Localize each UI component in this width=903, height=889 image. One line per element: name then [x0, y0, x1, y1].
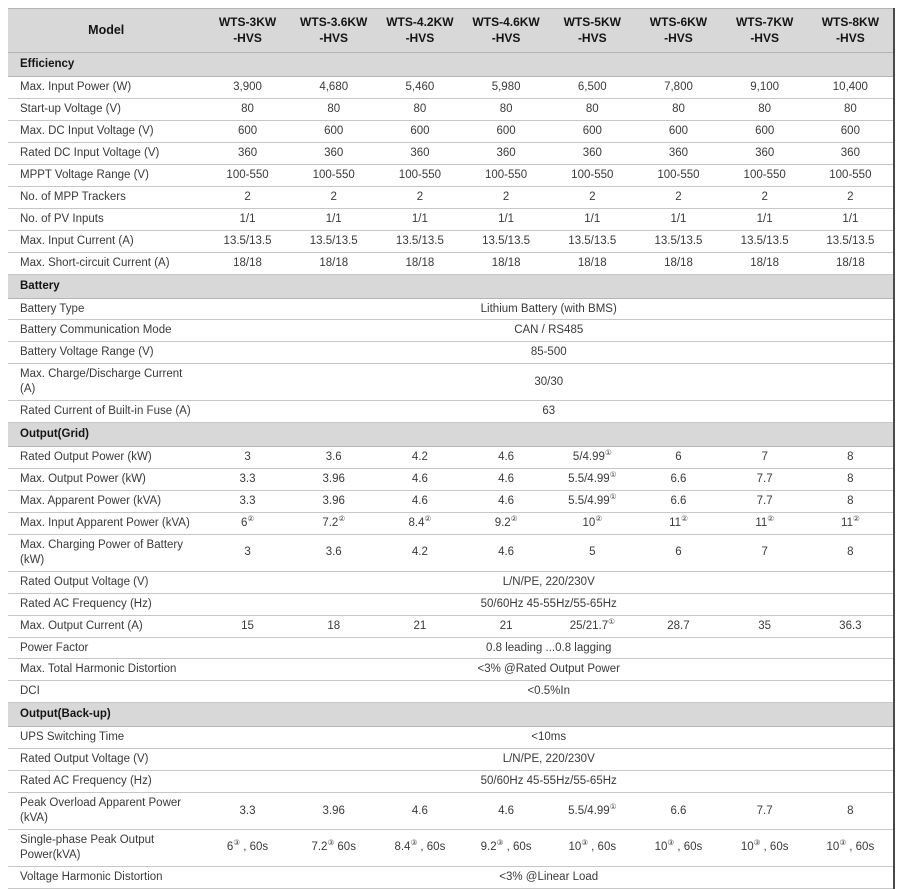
- spec-value-cell: 2: [377, 186, 463, 208]
- footnote-marker: ③: [410, 838, 418, 848]
- spec-value-cell: 80: [808, 99, 894, 121]
- model-column-header: WTS-5KW -HVS: [549, 9, 635, 53]
- spec-value-cell: 4.6: [377, 469, 463, 491]
- spec-value-cell: 5/4.99①: [549, 447, 635, 469]
- spec-row-span-value: Lithium Battery (with BMS): [204, 298, 894, 320]
- spec-value-cell: 3.96: [291, 469, 377, 491]
- spec-value-cell: 5.5/4.99①: [549, 793, 635, 830]
- spec-value-cell: 80: [722, 99, 808, 121]
- spec-row-label: Max. Charge/Discharge Current (A): [8, 364, 204, 401]
- spec-value-cell: 9.2②: [463, 512, 549, 534]
- spec-table-body: [8, 53, 894, 889]
- spec-value-cell: 10③ , 60s: [808, 829, 894, 866]
- spec-value-cell: 2: [291, 186, 377, 208]
- spec-row: [8, 490, 894, 512]
- spec-value-cell: 1/1: [722, 208, 808, 230]
- spec-row: [8, 727, 894, 749]
- spec-value-cell: 600: [808, 121, 894, 143]
- section-header-row: [8, 423, 894, 447]
- spec-value-cell: 4.6: [463, 469, 549, 491]
- spec-row: [8, 121, 894, 143]
- footnote-marker: ①: [609, 470, 617, 480]
- spec-value-cell: 1/1: [549, 208, 635, 230]
- spec-row: [8, 77, 894, 99]
- spec-value-cell: 4.6: [463, 490, 549, 512]
- spec-row-span-value: 63: [204, 401, 894, 423]
- spec-row-span-value: 50/60Hz 45-55Hz/55-65Hz: [204, 771, 894, 793]
- spec-value-cell: 13.5/13.5: [377, 230, 463, 252]
- spec-value-cell: 5.5/4.99①: [549, 469, 635, 491]
- spec-value-cell: 6,500: [549, 77, 635, 99]
- spec-row-span-value: 50/60Hz 45-55Hz/55-65Hz: [204, 593, 894, 615]
- spec-value-cell: 2: [722, 186, 808, 208]
- spec-value-cell: 10②: [549, 512, 635, 534]
- spec-value-cell: 3.96: [291, 793, 377, 830]
- spec-row-span-value: CAN / RS485: [204, 320, 894, 342]
- spec-row-label: Rated Output Voltage (V): [8, 571, 204, 593]
- spec-row-label: Rated AC Frequency (Hz): [8, 593, 204, 615]
- spec-row: [8, 771, 894, 793]
- spec-value-cell: 100-550: [204, 164, 290, 186]
- spec-value-cell: 7.2③ 60s: [291, 829, 377, 866]
- spec-value-cell: 100-550: [722, 164, 808, 186]
- spec-value-cell: 80: [291, 99, 377, 121]
- spec-value-cell: 3: [204, 534, 290, 571]
- spec-value-cell: 5,460: [377, 77, 463, 99]
- spec-value-cell: 360: [549, 142, 635, 164]
- spec-row-label: Max. Input Power (W): [8, 77, 204, 99]
- spec-row-label: Peak Overload Apparent Power (kVA): [8, 793, 204, 830]
- spec-row: [8, 342, 894, 364]
- spec-value-cell: 4.6: [463, 447, 549, 469]
- spec-value-cell: 600: [377, 121, 463, 143]
- spec-row-label: Rated Current of Built-in Fuse (A): [8, 401, 204, 423]
- spec-value-cell: 13.5/13.5: [635, 230, 721, 252]
- spec-value-cell: 15: [204, 615, 290, 637]
- spec-value-cell: 18/18: [635, 252, 721, 274]
- spec-value-cell: 360: [808, 142, 894, 164]
- spec-row: [8, 230, 894, 252]
- section-header-row: [8, 274, 894, 298]
- spec-value-cell: 10,400: [808, 77, 894, 99]
- footnote-marker: ①: [604, 448, 612, 458]
- model-column-header: WTS-3KW -HVS: [204, 9, 290, 53]
- spec-value-cell: 8.4③ , 60s: [377, 829, 463, 866]
- spec-value-cell: 80: [549, 99, 635, 121]
- spec-row-label: Max. Total Harmonic Distortion: [8, 659, 204, 681]
- spec-value-cell: 28.7: [635, 615, 721, 637]
- spec-row: [8, 447, 894, 469]
- spec-row-label: No. of PV Inputs: [8, 208, 204, 230]
- model-column-header: WTS-8KW -HVS: [808, 9, 894, 53]
- spec-row: [8, 749, 894, 771]
- section-title: Output(Grid): [8, 423, 894, 447]
- spec-value-cell: 600: [463, 121, 549, 143]
- section-title: Battery: [8, 274, 894, 298]
- model-column-header: WTS-3.6KW -HVS: [291, 9, 377, 53]
- spec-row: [8, 571, 894, 593]
- spec-row-span-value: 30/30: [204, 364, 894, 401]
- footnote-marker: ①: [608, 616, 615, 626]
- spec-value-cell: 360: [722, 142, 808, 164]
- footnote-marker: ③: [753, 838, 761, 848]
- spec-value-cell: 9,100: [722, 77, 808, 99]
- footnote-marker: ③: [667, 838, 675, 848]
- footnote-marker: ②: [338, 514, 346, 524]
- spec-value-cell: 11②: [808, 512, 894, 534]
- spec-value-cell: 100-550: [808, 164, 894, 186]
- spec-row-label: Max. Input Current (A): [8, 230, 204, 252]
- spec-value-cell: 18/18: [549, 252, 635, 274]
- section-header-row: [8, 703, 894, 727]
- spec-value-cell: 21: [377, 615, 463, 637]
- spec-value-cell: 25/21.7①: [549, 615, 635, 637]
- spec-row: [8, 659, 894, 681]
- model-column-header: WTS-4.6KW -HVS: [463, 9, 549, 53]
- spec-value-cell: 1/1: [377, 208, 463, 230]
- spec-row: [8, 534, 894, 571]
- spec-row-span-value: 85-500: [204, 342, 894, 364]
- spec-row: [8, 637, 894, 659]
- spec-value-cell: 2: [808, 186, 894, 208]
- spec-value-cell: 100-550: [635, 164, 721, 186]
- footnote-marker: ②: [767, 514, 774, 524]
- spec-row-span-value: <0.5%In: [204, 681, 894, 703]
- spec-value-cell: 13.5/13.5: [722, 230, 808, 252]
- spec-value-cell: 8.4②: [377, 512, 463, 534]
- spec-value-cell: 4.6: [463, 534, 549, 571]
- spec-value-cell: 6②: [204, 512, 290, 534]
- spec-row: [8, 164, 894, 186]
- section-title: Output(Back-up): [8, 703, 894, 727]
- spec-row: [8, 364, 894, 401]
- spec-value-cell: 4.6: [377, 490, 463, 512]
- model-column-header: WTS-6KW -HVS: [635, 9, 721, 53]
- spec-value-cell: 3.3: [204, 469, 290, 491]
- spec-row-label: Max. Output Current (A): [8, 615, 204, 637]
- spec-value-cell: 13.5/13.5: [291, 230, 377, 252]
- spec-row-span-value: <3% @Linear Load: [204, 866, 894, 888]
- spec-value-cell: 2: [635, 186, 721, 208]
- spec-value-cell: 18/18: [722, 252, 808, 274]
- spec-value-cell: 6.6: [635, 469, 721, 491]
- spec-row-label: Max. Short-circuit Current (A): [8, 252, 204, 274]
- spec-value-cell: 7.2②: [291, 512, 377, 534]
- spec-value-cell: 36.3: [808, 615, 894, 637]
- spec-value-cell: 80: [377, 99, 463, 121]
- spec-value-cell: 13.5/13.5: [204, 230, 290, 252]
- spec-row: [8, 142, 894, 164]
- spec-table-head: [8, 9, 894, 53]
- spec-row-label: Max. Charging Power of Battery (kW): [8, 534, 204, 571]
- spec-value-cell: 3.96: [291, 490, 377, 512]
- spec-row: [8, 320, 894, 342]
- spec-value-cell: 7,800: [635, 77, 721, 99]
- spec-row: [8, 208, 894, 230]
- model-column-header: WTS-7KW -HVS: [722, 9, 808, 53]
- spec-value-cell: 360: [377, 142, 463, 164]
- spec-value-cell: 360: [204, 142, 290, 164]
- spec-row: [8, 186, 894, 208]
- spec-value-cell: 2: [549, 186, 635, 208]
- spec-value-cell: 18/18: [808, 252, 894, 274]
- spec-value-cell: 1/1: [463, 208, 549, 230]
- spec-row-label: Rated AC Frequency (Hz): [8, 771, 204, 793]
- spec-value-cell: 100-550: [377, 164, 463, 186]
- spec-row-label: Battery Type: [8, 298, 204, 320]
- spec-value-cell: 11②: [722, 512, 808, 534]
- spec-value-cell: 18/18: [463, 252, 549, 274]
- spec-row: [8, 99, 894, 121]
- spec-value-cell: 11②: [635, 512, 721, 534]
- spec-value-cell: 80: [635, 99, 721, 121]
- spec-row: [8, 401, 894, 423]
- spec-row-label: UPS Switching Time: [8, 727, 204, 749]
- footnote-marker: ①: [609, 801, 617, 811]
- spec-value-cell: 600: [549, 121, 635, 143]
- footnote-marker: ②: [510, 514, 518, 524]
- footnote-marker: ②: [852, 514, 860, 524]
- spec-value-cell: 18: [291, 615, 377, 637]
- spec-value-cell: 4.2: [377, 534, 463, 571]
- spec-row-label: Max. Apparent Power (kVA): [8, 490, 204, 512]
- spec-value-cell: 18/18: [291, 252, 377, 274]
- spec-row-label: Max. Output Power (kW): [8, 469, 204, 491]
- spec-value-cell: 10③ , 60s: [722, 829, 808, 866]
- spec-row-label: Rated Output Voltage (V): [8, 749, 204, 771]
- section-header-row: [8, 53, 894, 77]
- spec-row: [8, 615, 894, 637]
- spec-value-cell: 6: [635, 447, 721, 469]
- section-title: Efficiency: [8, 53, 894, 77]
- spec-row-label: Max. Input Apparent Power (kVA): [8, 512, 204, 534]
- spec-row: [8, 593, 894, 615]
- spec-value-cell: 3.6: [291, 447, 377, 469]
- spec-value-cell: 18/18: [204, 252, 290, 274]
- spec-value-cell: 10③ , 60s: [549, 829, 635, 866]
- spec-row-label: Battery Voltage Range (V): [8, 342, 204, 364]
- spec-row-span-value: <10ms: [204, 727, 894, 749]
- spec-table: [8, 8, 895, 889]
- spec-row: [8, 512, 894, 534]
- spec-value-cell: 6.6: [635, 490, 721, 512]
- spec-value-cell: 4.6: [377, 793, 463, 830]
- spec-value-cell: 100-550: [463, 164, 549, 186]
- footnote-marker: ②: [681, 514, 688, 524]
- model-header-row: [8, 9, 894, 53]
- spec-row-label: MPPT Voltage Range (V): [8, 164, 204, 186]
- footnote-marker: ③: [327, 838, 335, 848]
- spec-row-label: Power Factor: [8, 637, 204, 659]
- spec-value-cell: 3: [204, 447, 290, 469]
- spec-value-cell: 10③ , 60s: [635, 829, 721, 866]
- spec-row: [8, 866, 894, 888]
- spec-row: [8, 793, 894, 830]
- spec-value-cell: 7.7: [722, 469, 808, 491]
- spec-row-label: Start-up Voltage (V): [8, 99, 204, 121]
- spec-value-cell: 360: [463, 142, 549, 164]
- spec-value-cell: 7.7: [722, 793, 808, 830]
- footnote-marker: ②: [247, 514, 255, 524]
- spec-row-label: Voltage Harmonic Distortion: [8, 866, 204, 888]
- spec-row: [8, 681, 894, 703]
- spec-row-label: Single-phase Peak Output Power(kVA): [8, 829, 204, 866]
- spec-value-cell: 7: [722, 447, 808, 469]
- spec-value-cell: 8: [808, 447, 894, 469]
- spec-value-cell: 7.7: [722, 490, 808, 512]
- spec-value-cell: 360: [635, 142, 721, 164]
- spec-value-cell: 2: [463, 186, 549, 208]
- footnote-marker: ③: [581, 838, 588, 848]
- spec-value-cell: 4.6: [463, 793, 549, 830]
- spec-value-cell: 3,900: [204, 77, 290, 99]
- spec-value-cell: 6: [635, 534, 721, 571]
- spec-row-label: Rated DC Input Voltage (V): [8, 142, 204, 164]
- spec-value-cell: 6③ , 60s: [204, 829, 290, 866]
- footnote-marker: ②: [595, 514, 603, 524]
- spec-value-cell: 7: [722, 534, 808, 571]
- spec-row-span-value: L/N/PE, 220/230V: [204, 571, 894, 593]
- spec-value-cell: 600: [204, 121, 290, 143]
- spec-value-cell: 1/1: [635, 208, 721, 230]
- spec-row-span-value: <3% @Rated Output Power: [204, 659, 894, 681]
- spec-value-cell: 1/1: [291, 208, 377, 230]
- spec-value-cell: 80: [463, 99, 549, 121]
- spec-row: [8, 469, 894, 491]
- footnote-marker: ③: [839, 838, 847, 848]
- spec-value-cell: 6.6: [635, 793, 721, 830]
- spec-row: [8, 829, 894, 866]
- spec-value-cell: 1/1: [204, 208, 290, 230]
- footnote-marker: ③: [496, 838, 504, 848]
- spec-value-cell: 9.2③ , 60s: [463, 829, 549, 866]
- spec-value-cell: 5.5/4.99①: [549, 490, 635, 512]
- spec-value-cell: 8: [808, 534, 894, 571]
- spec-row: [8, 252, 894, 274]
- spec-value-cell: 3.6: [291, 534, 377, 571]
- spec-value-cell: 600: [722, 121, 808, 143]
- spec-value-cell: 1/1: [808, 208, 894, 230]
- spec-value-cell: 18/18: [377, 252, 463, 274]
- model-column-header: WTS-4.2KW -HVS: [377, 9, 463, 53]
- spec-row: [8, 298, 894, 320]
- spec-value-cell: 5: [549, 534, 635, 571]
- spec-value-cell: 4,680: [291, 77, 377, 99]
- spec-value-cell: 13.5/13.5: [549, 230, 635, 252]
- spec-value-cell: 5,980: [463, 77, 549, 99]
- spec-row-label: Rated Output Power (kW): [8, 447, 204, 469]
- spec-row-label: Battery Communication Mode: [8, 320, 204, 342]
- spec-value-cell: 100-550: [549, 164, 635, 186]
- footnote-marker: ①: [609, 492, 617, 502]
- spec-value-cell: 8: [808, 490, 894, 512]
- spec-value-cell: 35: [722, 615, 808, 637]
- spec-value-cell: 4.2: [377, 447, 463, 469]
- spec-row-span-value: 0.8 leading ...0.8 lagging: [204, 637, 894, 659]
- spec-value-cell: 21: [463, 615, 549, 637]
- spec-value-cell: 8: [808, 793, 894, 830]
- spec-value-cell: 3.3: [204, 793, 290, 830]
- spec-value-cell: 2: [204, 186, 290, 208]
- spec-value-cell: 360: [291, 142, 377, 164]
- spec-row-span-value: L/N/PE, 220/230V: [204, 749, 894, 771]
- spec-value-cell: 8: [808, 469, 894, 491]
- spec-row-label: DCI: [8, 681, 204, 703]
- model-header-cell: Model: [8, 9, 204, 53]
- spec-value-cell: 3.3: [204, 490, 290, 512]
- footnote-marker: ②: [424, 514, 432, 524]
- spec-value-cell: 13.5/13.5: [463, 230, 549, 252]
- spec-value-cell: 80: [204, 99, 290, 121]
- spec-value-cell: 600: [635, 121, 721, 143]
- spec-row-label: No. of MPP Trackers: [8, 186, 204, 208]
- spec-value-cell: 13.5/13.5: [808, 230, 894, 252]
- spec-value-cell: 600: [291, 121, 377, 143]
- spec-value-cell: 100-550: [291, 164, 377, 186]
- spec-row-label: Max. DC Input Voltage (V): [8, 121, 204, 143]
- footnote-marker: ③: [233, 838, 241, 848]
